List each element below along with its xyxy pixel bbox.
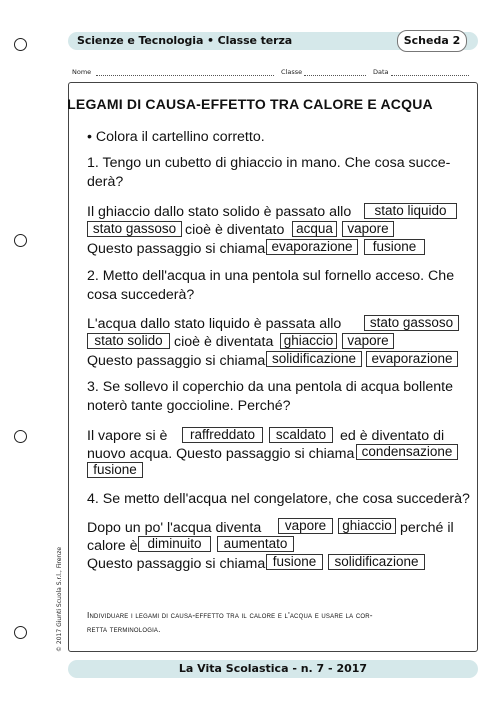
copyright-notice: © 2017 Giunti Scuola S.r.l., Firenze <box>56 546 63 652</box>
q3-option-scaldato[interactable]: scaldato <box>269 427 333 443</box>
q3-option-condensazione[interactable]: condensazione <box>356 444 458 460</box>
q1-option-evaporazione[interactable]: evaporazione <box>266 239 358 255</box>
binder-hole-4 <box>14 626 27 639</box>
binder-hole-1 <box>14 38 27 51</box>
q2-question-line2: cosa succederà? <box>87 287 195 303</box>
date-field[interactable] <box>391 75 469 76</box>
q1-option-fusione[interactable]: fusione <box>364 239 425 255</box>
q1-question-line2: derà? <box>87 174 124 190</box>
q4-option-diminuito[interactable]: diminuito <box>138 536 211 552</box>
q1-option-stato-liquido[interactable]: stato liquido <box>364 203 457 219</box>
subject-title: Scienze e Tecnologia • Classe terza <box>77 34 293 47</box>
q4-question-line1: 4. Se metto dell'acqua nel congelatore, che cosa succederà? <box>87 491 470 507</box>
q3-option-fusione[interactable]: fusione <box>87 462 143 478</box>
q3-sentence-post: ed è diventato di <box>340 428 445 444</box>
q1-option-stato-gassoso[interactable]: stato gassoso <box>87 221 182 237</box>
class-field[interactable] <box>304 75 366 76</box>
q2-option-evaporazione[interactable]: evaporazione <box>366 351 458 367</box>
name-field[interactable] <box>96 75 274 76</box>
q3-question-line1: 3. Se sollevo il coperchio da una pentola di acqua bollente <box>87 379 453 395</box>
worksheet-title: LEGAMI DI CAUSA-EFFETTO TRA CALORE E ACQUA <box>67 96 433 112</box>
q2-option-stato-gassoso[interactable]: stato gassoso <box>364 315 459 331</box>
worksheet-number: Scheda 2 <box>397 30 467 52</box>
q4-option-vapore[interactable]: vapore <box>278 518 333 534</box>
q1-option-vapore[interactable]: vapore <box>342 221 394 237</box>
binder-hole-3 <box>14 430 27 443</box>
q2-option-ghiaccio[interactable]: ghiaccio <box>280 333 337 349</box>
q4-sentence-line3: Questo passaggio si chiama <box>87 556 266 572</box>
q1-sentence-line2: Questo passaggio si chiama <box>87 241 266 257</box>
q2-question-line1: 2. Metto dell'acqua in una pentola sul fornello acceso. Che <box>87 268 455 284</box>
q2-option-solidificazione[interactable]: solidificazione <box>266 351 362 367</box>
objective-line2: retta terminologia. <box>87 624 161 634</box>
instruction: • Colora il cartellino corretto. <box>87 129 265 145</box>
q1-option-acqua[interactable]: acqua <box>292 221 337 237</box>
q4-sentence-line2: calore è <box>87 538 138 554</box>
q4-option-solidificazione[interactable]: solidificazione <box>328 554 425 570</box>
objective-line1: Individuare i legami di causa-effetto tra il calore e l'acqua e usare la cor- <box>87 610 373 620</box>
q2-sentence-line1: L'acqua dallo stato liquido è passata allo <box>87 316 342 332</box>
q4-sentence-line1: Dopo un po' l'acqua diventa <box>87 520 262 536</box>
q3-option-raffreddato[interactable]: raffreddato <box>182 427 263 443</box>
q2-option-stato-solido[interactable]: stato solido <box>87 333 170 349</box>
q4-option-fusione[interactable]: fusione <box>266 554 323 570</box>
q3-sentence-line1: Il vapore si è <box>87 428 168 444</box>
q4-option-ghiaccio[interactable]: ghiaccio <box>338 518 396 534</box>
learning-objective <box>87 608 467 636</box>
class-label: Classe <box>281 68 303 76</box>
q2-sentence-line2: Questo passaggio si chiama <box>87 353 266 369</box>
magazine-footer: La Vita Scolastica - n. 7 - 2017 <box>178 662 368 675</box>
q1-question-line1: 1. Tengo un cubetto di ghiaccio in mano. Che cosa succe- <box>87 155 451 171</box>
q1-sentence-mid: cioè è diventato <box>185 222 285 238</box>
name-label: Nome <box>72 68 92 76</box>
q3-question-line2: noterò tante goccioline. Perché? <box>87 398 291 414</box>
q4-sentence-post: perché il <box>400 520 454 536</box>
q1-sentence-line1: Il ghiaccio dallo stato solido è passato allo <box>87 204 352 220</box>
q2-sentence-mid: cioè è diventata <box>174 334 274 350</box>
date-label: Data <box>373 68 389 76</box>
q2-option-vapore[interactable]: vapore <box>342 333 394 349</box>
q3-sentence-line2: nuovo acqua. Questo passaggio si chiama <box>87 446 355 462</box>
binder-hole-2 <box>14 234 27 247</box>
q4-option-aumentato[interactable]: aumentato <box>217 536 294 552</box>
